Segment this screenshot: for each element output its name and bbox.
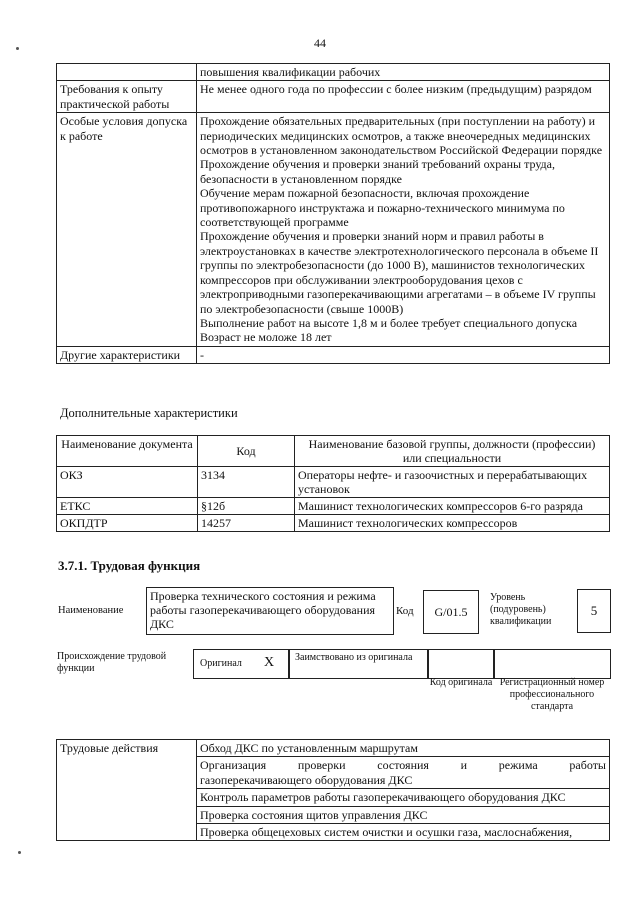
origin-code-box xyxy=(427,649,495,679)
page-number: 44 xyxy=(314,36,326,50)
table-row xyxy=(57,113,610,347)
table-row xyxy=(57,740,610,757)
table-cell: ОКПДТР xyxy=(57,515,198,532)
origin-code-caption: Код оригинала xyxy=(429,677,493,688)
row-label xyxy=(57,64,197,81)
action-item-line: Организация проверки состояния и режима работы xyxy=(200,758,606,773)
original-box xyxy=(193,649,290,679)
level-value: 5 xyxy=(577,589,611,633)
reg-number-box xyxy=(493,649,611,679)
action-item: Проверка общецеховых систем очистки и осушки газа, маслоснабжения, xyxy=(197,824,610,841)
column-header: Наименование документа xyxy=(57,436,198,467)
code-label: Код xyxy=(396,605,414,617)
row-value-line: Не менее одного года по профессии с более низким (предыдущим) разрядом xyxy=(200,82,592,97)
table-row xyxy=(57,64,610,81)
condition-line: Выполнение работ на высоте 1,8 м и более требует специального допуска xyxy=(200,315,578,330)
row-value xyxy=(197,346,610,363)
labor-actions-table xyxy=(56,739,610,841)
table-cell: 14257 xyxy=(198,515,295,532)
scan-speck xyxy=(18,851,21,854)
row-label: Особые условия допуска к работе xyxy=(57,113,197,347)
row-value-line: - xyxy=(200,347,204,362)
original-mark: X xyxy=(264,655,275,670)
reg-number-caption: Регистрационный номер профессионального стандарта xyxy=(499,677,605,712)
table-cell: Машинист технологических компрессоров 6-го разряда xyxy=(295,498,610,515)
condition-line: Обучение мерам пожарной безопасности, включая прохождение противопожарного инструктажа и пожарно-технического минимума по соответствующей программе xyxy=(200,186,565,230)
level-label: Уровень (подуровень) квалификации xyxy=(490,592,552,627)
section-title: 3.7.1. Трудовая функция xyxy=(58,558,201,573)
table-cell: 3134 xyxy=(198,467,295,498)
borrowed-label: Заимствовано из оригинала xyxy=(295,652,413,663)
column-header: Наименование базовой группы, должности (профессии) или специальности xyxy=(295,436,610,467)
table-row xyxy=(57,467,610,498)
table-row xyxy=(57,346,610,363)
qualification-requirements-table xyxy=(56,63,610,364)
additional-characteristics-title: Дополнительные характеристики xyxy=(60,406,238,420)
original-label: Оригинал xyxy=(200,658,242,669)
condition-line: Прохождение обучения и проверки знаний норм и правил работы в электроустановках в качестве электротехнологического персонала в объеме II группы по электробезопасности (до 1000 В), машинистов технологических компрессоров при обслуживании электрооборудования цехов с электроприводными газоперекачивающими агрегатами – в объеме IV группы по электробезопасности (свыше 1000В) xyxy=(200,229,599,316)
scan-speck xyxy=(16,47,19,50)
table-cell: Машинист технологических компрессоров xyxy=(295,515,610,532)
condition-line: Прохождение обязательных предварительных (при поступлении на работу) и периодических медицинских осмотров, а также внеочередных медицинских осмотров в установленном законодательством Российской Федерации порядке xyxy=(200,114,603,158)
table-row xyxy=(57,81,610,113)
actions-label: Трудовые действия xyxy=(57,740,197,841)
column-header: Код xyxy=(198,436,295,467)
function-code-value: G/01.5 xyxy=(423,590,479,634)
table-header-row xyxy=(57,436,610,467)
row-value xyxy=(197,113,610,347)
row-value xyxy=(197,81,610,113)
additional-characteristics-table xyxy=(56,435,610,532)
table-row xyxy=(57,498,610,515)
row-label: Требования к опыту практической работы xyxy=(57,81,197,113)
table-cell: §12б xyxy=(198,498,295,515)
condition-line: Возраст не моложе 18 лет xyxy=(200,330,332,345)
table-row xyxy=(57,515,610,532)
table-cell: ЕТКС xyxy=(57,498,198,515)
table-cell: ОКЗ xyxy=(57,467,198,498)
name-label: Наименование xyxy=(58,605,124,616)
action-item: Проверка состояния щитов управления ДКС xyxy=(197,806,610,823)
action-item: Обход ДКС по установленным маршрутам xyxy=(197,740,610,757)
borrowed-box xyxy=(288,649,429,679)
row-value-line: повышения квалификации рабочих xyxy=(200,65,381,79)
row-label: Другие характеристики xyxy=(57,346,197,363)
action-item: Контроль параметров работы газоперекачивающего оборудования ДКС xyxy=(197,789,610,806)
action-item xyxy=(197,757,610,789)
action-item-line: газоперекачивающего оборудования ДКС xyxy=(200,772,413,787)
condition-line: Прохождение обучения и проверки знаний требований охраны труда, безопасности в установленном порядке xyxy=(200,157,555,186)
table-cell: Операторы нефте- и газоочистных и перерабатывающих установок xyxy=(295,467,610,498)
origin-label: Происхождение трудовой функции xyxy=(57,651,167,674)
function-name-value: Проверка технического состояния и режима работы газоперекачивающего оборудования ДКС xyxy=(146,587,394,635)
row-value xyxy=(197,64,610,81)
